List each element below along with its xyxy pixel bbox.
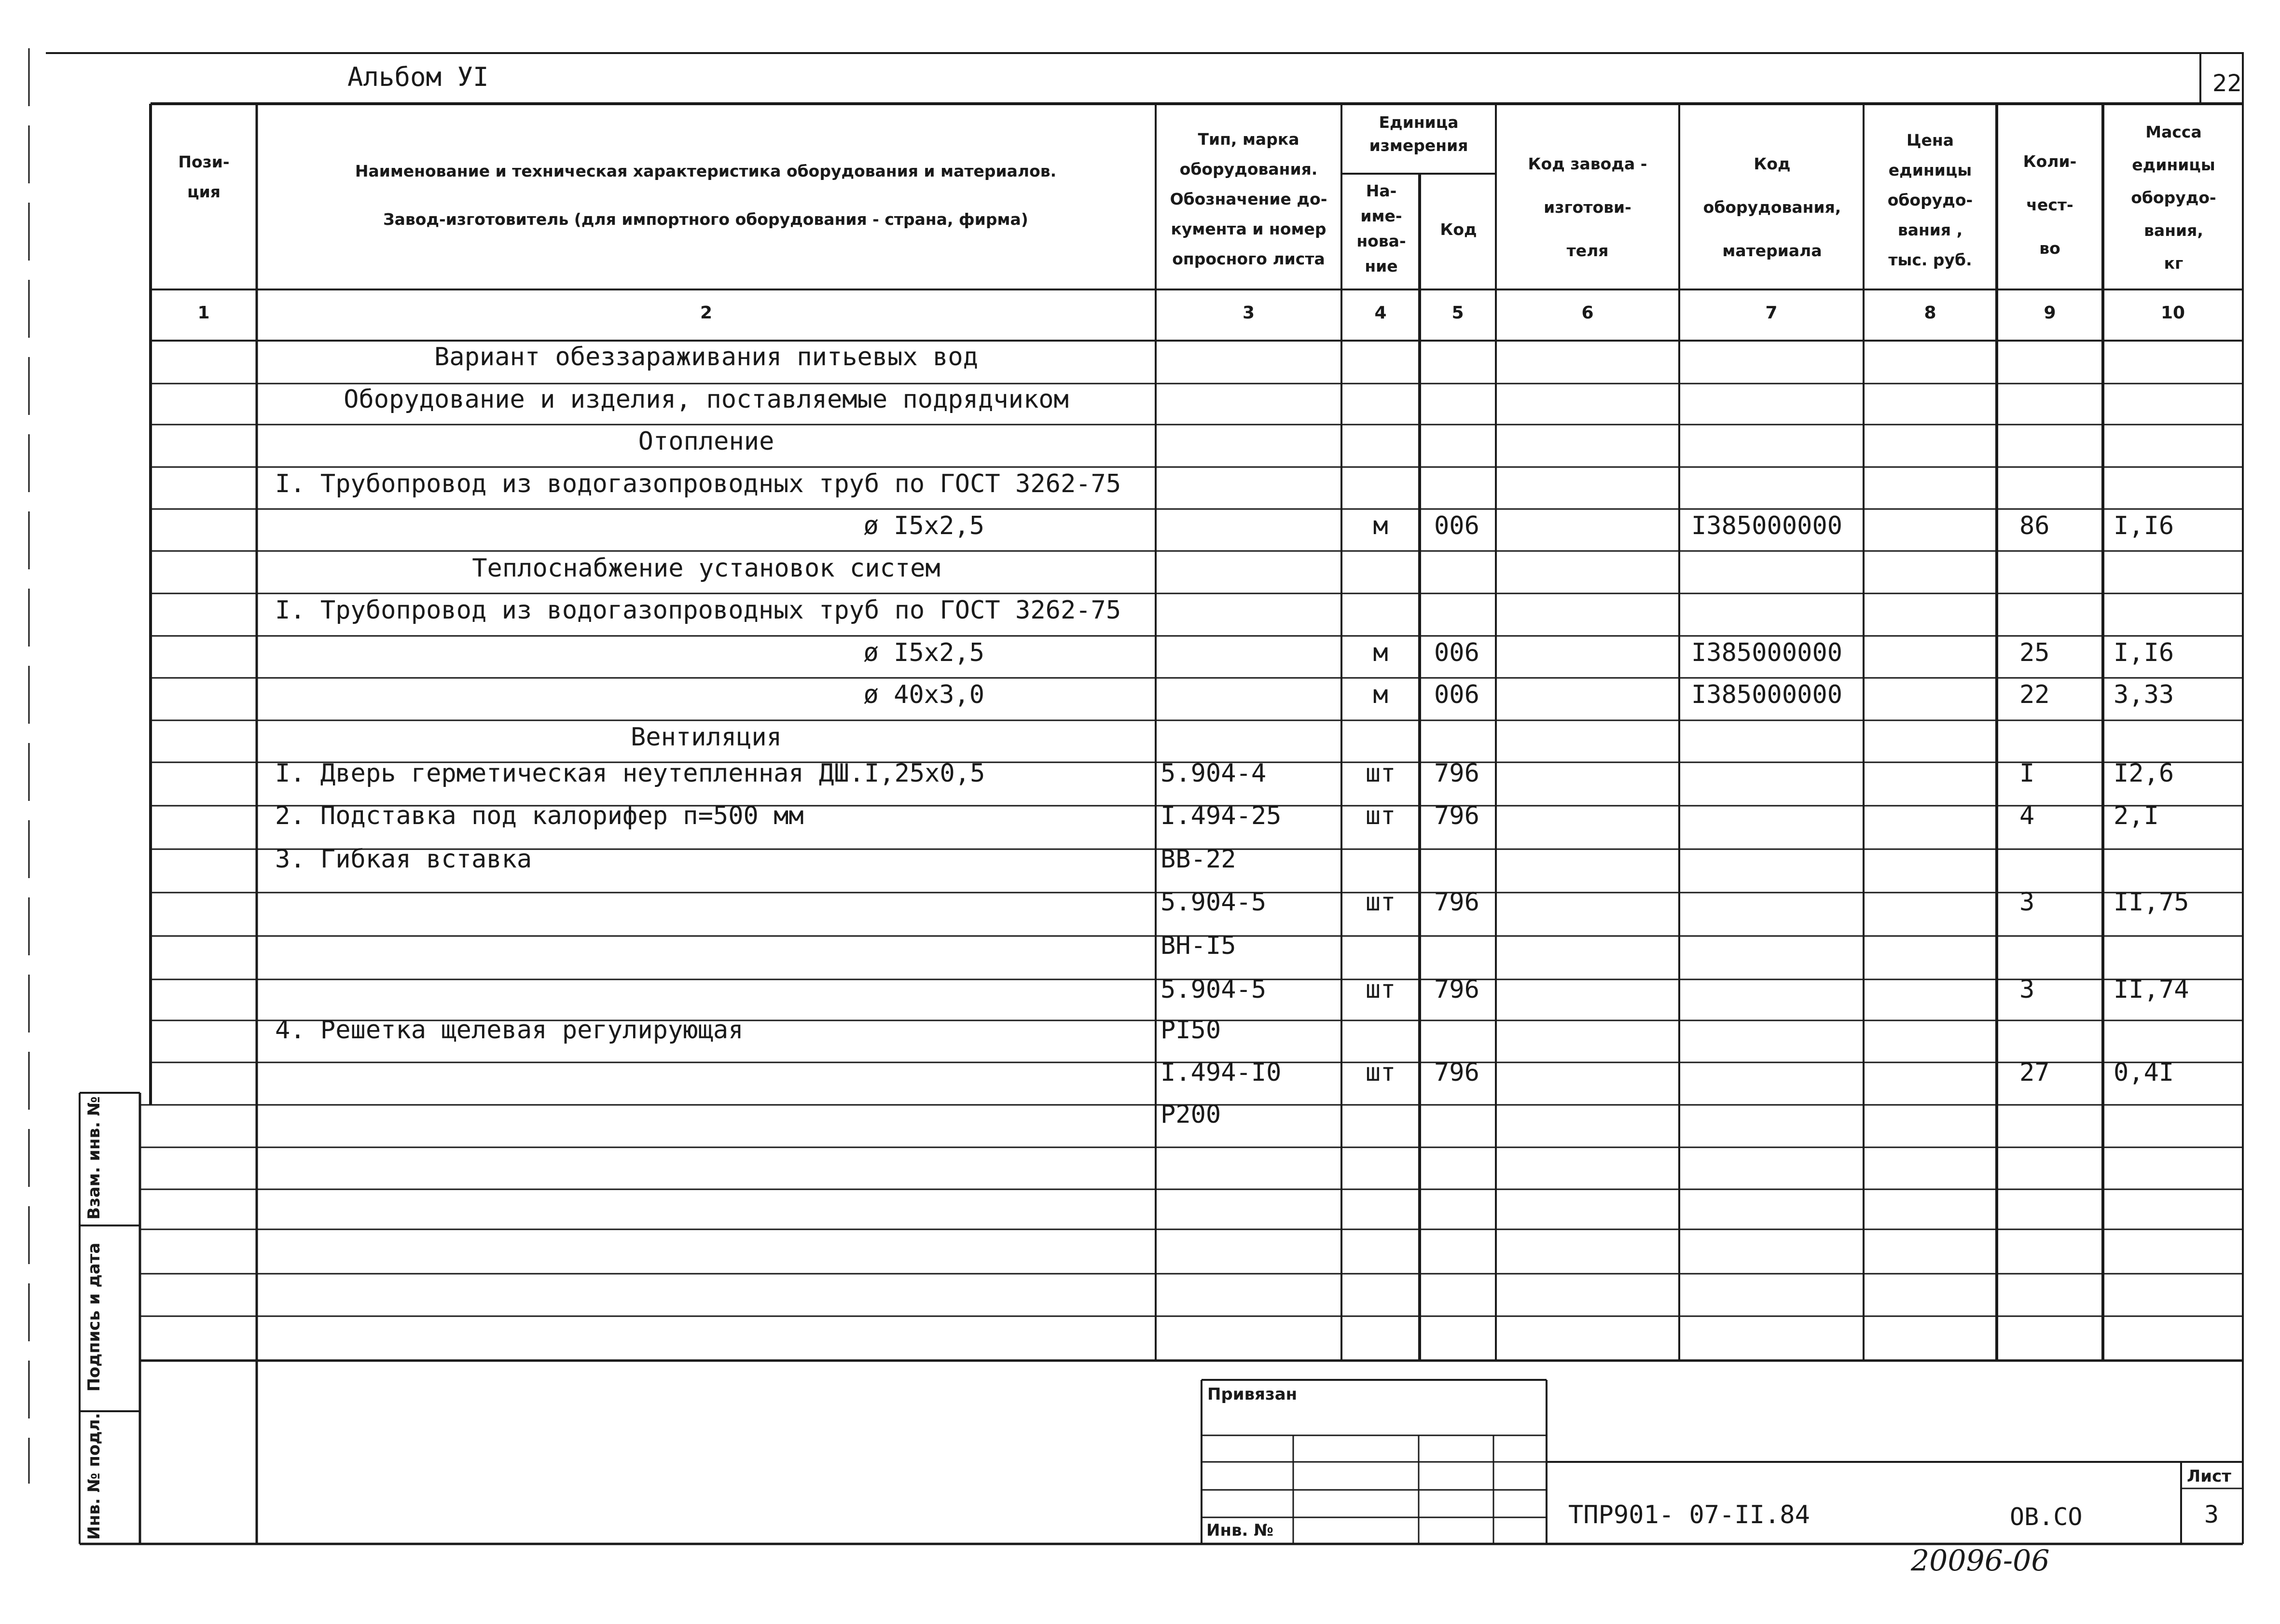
item-quantity: 86 xyxy=(2019,511,2050,540)
item-unit: м xyxy=(1373,680,1388,709)
column-number: 2 xyxy=(700,303,713,323)
item-quantity: I xyxy=(2019,759,2035,788)
item-unit-code: 796 xyxy=(1434,888,1479,917)
item-unit: м xyxy=(1373,511,1388,540)
item-type: 5.904-4 xyxy=(1161,759,1267,788)
item-name: I. Трубопровод из водогазопроводных труб по ГОСТ 3262-75 xyxy=(275,469,1121,498)
item-unit: м xyxy=(1373,638,1388,667)
side-label-inv-podl: Инв. № подл. xyxy=(84,1413,104,1540)
item-name: I. Дверь герметическая неутепленная ДШ.I,25x0,5 xyxy=(275,759,985,788)
item-type: 5.904-5 xyxy=(1161,888,1267,917)
item-unit-code: 796 xyxy=(1434,801,1479,830)
header-mass: Масса единицы оборудо- вания, кг xyxy=(2131,123,2216,273)
item-equipment-code: I385000000 xyxy=(1691,638,1843,667)
item-name: Вариант обеззараживания питьевых вод xyxy=(434,343,979,372)
column-number: 8 xyxy=(1924,303,1936,323)
header-unit: Единица измерения xyxy=(1369,113,1468,155)
item-unit-code: 796 xyxy=(1434,759,1479,788)
item-quantity: 4 xyxy=(2019,801,2035,830)
item-name: Отопление xyxy=(638,427,774,456)
item-quantity: 3 xyxy=(2019,975,2035,1004)
item-quantity: 22 xyxy=(2019,680,2050,709)
stamp-privyazan: Привязан xyxy=(1207,1385,1298,1404)
column-number: 4 xyxy=(1374,303,1387,323)
column-number: 1 xyxy=(197,303,210,323)
item-type: I.494-25 xyxy=(1161,801,1282,830)
item-name: 3. Гибкая вставка xyxy=(275,845,532,874)
sheet-label: Лист xyxy=(2187,1467,2231,1486)
sheet-number: 3 xyxy=(2204,1500,2219,1528)
item-mass: II,75 xyxy=(2114,888,2189,917)
item-unit-code: 796 xyxy=(1434,975,1479,1004)
item-type: 5.904-5 xyxy=(1161,975,1267,1004)
item-mass: II,74 xyxy=(2114,975,2189,1004)
item-mass: 2,I xyxy=(2114,801,2159,830)
item-name: 2. Подставка под калорифер п=500 мм xyxy=(275,801,804,830)
item-type: ВН-I5 xyxy=(1161,931,1236,960)
item-unit-code: 006 xyxy=(1434,511,1479,540)
column-number: 6 xyxy=(1581,303,1594,323)
header-price: Цена единицы оборудо- вания , тыс. руб. xyxy=(1887,131,1973,269)
header-unit-code: Код xyxy=(1440,220,1477,239)
item-quantity: 3 xyxy=(2019,888,2035,917)
column-number: 9 xyxy=(2044,303,2056,323)
item-equipment-code: I385000000 xyxy=(1691,680,1843,709)
item-unit: шт xyxy=(1365,888,1396,917)
column-number: 5 xyxy=(1451,303,1464,323)
item-mass: 0,4I xyxy=(2114,1058,2174,1087)
header-factory-code: Код завода - изготови- теля xyxy=(1528,154,1647,260)
side-label-vzam: Взам. инв. № xyxy=(84,1096,104,1220)
header-position: Пози- ция xyxy=(178,152,230,201)
item-name: ø I5x2,5 xyxy=(863,511,984,540)
item-name: Теплоснабжение установок систем xyxy=(472,554,940,583)
item-name: ø I5x2,5 xyxy=(863,638,984,667)
item-name: ø 40x3,0 xyxy=(863,680,984,709)
item-mass: 3,33 xyxy=(2114,680,2174,709)
header-type: Тип, марка оборудования. Обозначение до- кумента и номер опросного листа xyxy=(1170,130,1327,268)
column-number: 10 xyxy=(2160,303,2185,323)
item-mass: I,I6 xyxy=(2114,638,2174,667)
item-type: PI50 xyxy=(1161,1016,1221,1045)
item-type: Р200 xyxy=(1161,1100,1221,1129)
item-name: 4. Решетка щелевая регулирующая xyxy=(275,1016,744,1045)
item-unit: шт xyxy=(1365,759,1396,788)
document-code: ТПР901- 07-II.84 xyxy=(1568,1500,1810,1529)
item-type: I.494-I0 xyxy=(1161,1058,1282,1087)
handwritten-archive-number: 20096-06 xyxy=(1911,1544,2050,1578)
stamp-inv-number: Инв. № xyxy=(1206,1521,1274,1540)
item-unit: шт xyxy=(1365,1058,1396,1087)
item-mass: I,I6 xyxy=(2114,511,2174,540)
side-label-podpis: Подпись и дата xyxy=(84,1242,104,1392)
item-unit-code: 796 xyxy=(1434,1058,1479,1087)
item-unit-code: 006 xyxy=(1434,680,1479,709)
column-number: 3 xyxy=(1242,303,1255,323)
section-code: ОВ.СО xyxy=(2010,1503,2083,1531)
item-name: I. Трубопровод из водогазопроводных труб по ГОСТ 3262-75 xyxy=(275,596,1121,625)
item-equipment-code: I385000000 xyxy=(1691,511,1843,540)
item-mass: I2,6 xyxy=(2114,759,2174,788)
item-unit-code: 006 xyxy=(1434,638,1479,667)
item-quantity: 27 xyxy=(2019,1058,2050,1087)
header-name: Наименование и техническая характеристика оборудования и материалов. Завод-изготовитель (для импортного оборудования - страна, фирма) xyxy=(355,162,1057,229)
column-number: 7 xyxy=(1765,303,1778,323)
item-quantity: 25 xyxy=(2019,638,2050,667)
header-equipment-code: Код оборудования, материала xyxy=(1703,154,1841,260)
header-quantity: Коли- чест- во xyxy=(2023,152,2077,258)
item-name: Вентиляция xyxy=(630,723,782,752)
item-type: ВВ-22 xyxy=(1161,845,1236,874)
item-unit: шт xyxy=(1365,975,1396,1004)
item-unit: шт xyxy=(1365,801,1396,830)
corner-page-number: 22 xyxy=(2212,70,2242,97)
album-title: Альбом УI xyxy=(347,62,489,92)
item-name: Оборудование и изделия, поставляемые подрядчиком xyxy=(344,385,1069,414)
header-unit-name: На- име- нова- ние xyxy=(1356,181,1406,275)
